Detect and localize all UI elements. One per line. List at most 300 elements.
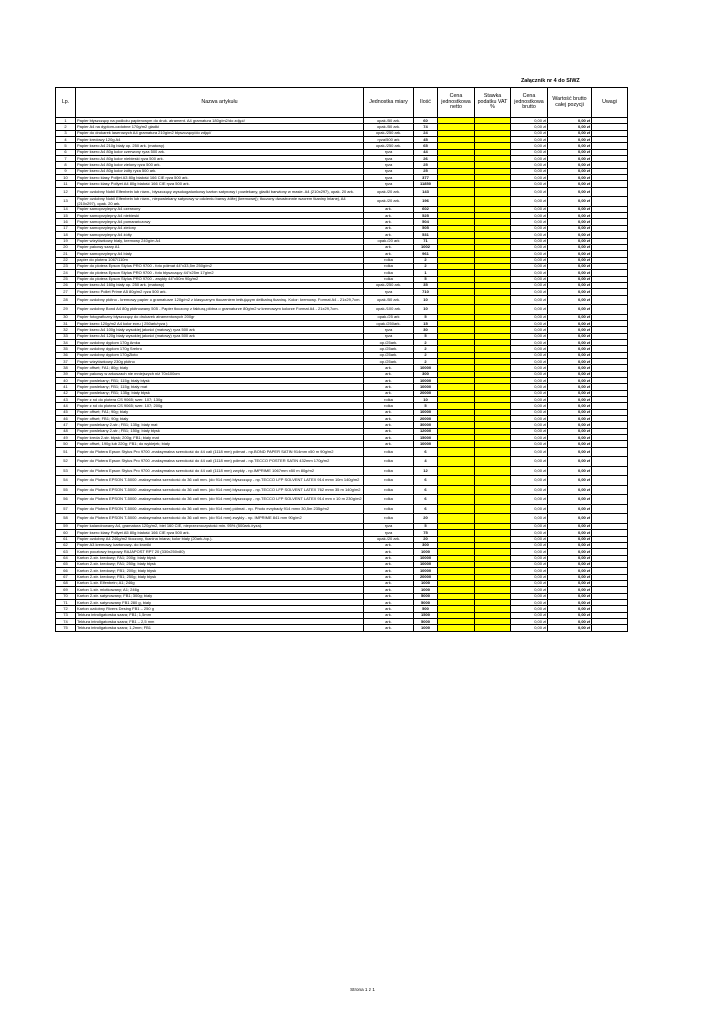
row-item-name: Papier A4 na dyplom-ozdobne 170g/m2 gładki [76,124,364,130]
row-gross-value: 0,00 zł [548,352,592,358]
row-notes [592,495,628,505]
row-quantity: 20 [414,536,438,542]
row-unit: opak./50 ark. [364,118,414,124]
row-lp: 19 [56,238,76,244]
row-net-price-input[interactable] [438,197,475,207]
row-unit: opak./20 ark. [364,536,414,542]
row-gross-value: 0,00 zł [548,530,592,536]
row-item-name: Karton 2-str. kredowy; FB1; 250g; biały błysk [76,574,364,580]
row-item-name: Papier A3 kremowy, kartonowy- do kroniki [76,542,364,548]
row-gross-price: 0,00 zł [511,244,548,250]
row-lp: 42 [56,390,76,396]
row-item-name: Papier z rol do plotera CS 9065; szer. 107; 130g [76,397,364,403]
row-gross-value: 0,00 zł [548,599,592,605]
row-item-name: Papier do Plotera Epson Stylus Pro 9700 -maksymalna szerokość do 44 cali (1118 mm) półmat - np.TECCO POSTER SATIN 432mm 170g/m2 [76,457,364,467]
row-unit: rolka [364,514,414,524]
row-gross-price: 0,00 zł [511,181,548,187]
row-quantity: 961 [414,251,438,257]
row-item-name: Papier offset, 190g lub 220g; FB1; do wyklejek; biały [76,441,364,447]
row-item-name: Papier ksero A4 120g biały wysokiej jakości (matowy) ryza 500 ark [76,333,364,339]
row-gross-price: 0,00 zł [511,289,548,295]
row-quantity: 710 [414,289,438,295]
row-gross-value: 0,00 zł [548,422,592,428]
row-unit: ark. [364,441,414,447]
row-item-name: Papier ozdobny dyplom 170gZłoto [76,352,364,358]
table-row [56,514,628,524]
row-gross-price: 0,00 zł [511,143,548,149]
row-gross-value: 0,00 zł [548,384,592,390]
row-gross-value: 0,00 zł [548,346,592,352]
row-quantity: 10000 [414,568,438,574]
row-lp: 9 [56,168,76,174]
row-lp: 59 [56,523,76,529]
row-gross-price: 0,00 zł [511,295,548,305]
row-quantity: 6 [414,447,438,457]
row-item-name: Papier powlekany 2-str.; FB1; 150g; biały błysk [76,428,364,434]
row-gross-value: 0,00 zł [548,580,592,586]
row-quantity: 10000 [414,378,438,384]
row-gross-price: 0,00 zł [511,282,548,288]
row-notes [592,476,628,486]
row-lp: 18 [56,232,76,238]
row-net-price-input[interactable] [438,447,475,457]
row-item-name: Papier samoprzylepny A4 czerwony [76,206,364,212]
row-item-name: Karton 2-str. kredowy; FB1; 200g; biały błysk [76,568,364,574]
row-quantity: 5000 [414,618,438,624]
row-gross-price: 0,00 zł [511,606,548,612]
row-gross-value: 0,00 zł [548,219,592,225]
row-lp: 27 [56,289,76,295]
row-gross-value: 0,00 zł [548,162,592,168]
row-vat-input[interactable] [475,485,511,495]
row-gross-price: 0,00 zł [511,523,548,529]
row-gross-value: 0,00 zł [548,168,592,174]
row-gross-value: 0,00 zł [548,213,592,219]
row-lp: 54 [56,476,76,486]
row-unit: ark. [364,409,414,415]
row-item-name: Papier powlekany; FB1; 115g; biały błysk [76,378,364,384]
row-unit: ark. [364,599,414,605]
row-lp: 5 [56,143,76,149]
row-quantity: 12000 [414,428,438,434]
row-unit: ark. [364,219,414,225]
row-item-name: Papier pakowy w arkuszach nie mniejszych niż 70x100cm [76,371,364,377]
row-lp: 67 [56,574,76,580]
row-lp: 29 [56,305,76,315]
row-item-name: Papier ksero Pollet Prime A5 80g/m2 ryza 500 ark. [76,289,364,295]
row-vat-input[interactable] [475,504,511,514]
row-quantity: 5 [414,276,438,282]
row-lp: 12 [56,187,76,197]
row-notes [592,625,628,631]
table-row [56,447,628,457]
row-quantity: 30000 [414,422,438,428]
row-quantity: 15 [414,320,438,326]
row-lp: 61 [56,536,76,542]
row-gross-value: 0,00 zł [548,143,592,149]
row-unit: rolka [364,276,414,282]
row-unit: ark. [364,206,414,212]
row-item-name: Papier samoprzylepny A4 pomarańczowy [76,219,364,225]
row-lp: 47 [56,422,76,428]
row-quantity: 10000 [414,441,438,447]
row-quantity: 300 [414,371,438,377]
row-net-price-input[interactable] [438,514,475,524]
row-gross-value: 0,00 zł [548,625,592,631]
row-item-name: Papier kreda 2-str. błysk; 200g; FB1; biały mat [76,435,364,441]
row-unit: opak./50 ark. [364,124,414,130]
table-row [56,295,628,305]
col-vat-header: Stawka podatku VAT % [475,88,511,118]
row-item-name: Papier pakowy szary A1 [76,244,364,250]
row-gross-price: 0,00 zł [511,124,548,130]
row-gross-price: 0,00 zł [511,162,548,168]
row-vat-input[interactable] [475,457,511,467]
row-lp: 52 [56,457,76,467]
row-item-name: Papier ozdobny A4 246g/m2 tłoczony, tkanina lniana; kolor biały (20ark./op.). [76,536,364,542]
row-quantity: 196 [414,197,438,207]
row-unit: op./25ark. [364,339,414,345]
row-lp: 15 [56,213,76,219]
row-gross-price: 0,00 zł [511,435,548,441]
row-item-name: Papier do drukarek laserowych A4 gramatura 210g/m2 błyszczący/do zdjęć/ [76,130,364,136]
row-net-price-input[interactable] [438,476,475,486]
row-unit: ark. [364,422,414,428]
row-item-name: Papier samoprzylepny A4 biały [76,251,364,257]
row-unit: ark. [364,378,414,384]
row-unit: ryza [364,327,414,333]
row-unit: opak./250 ark. [364,282,414,288]
row-quantity: 44 [414,149,438,155]
row-gross-price: 0,00 zł [511,327,548,333]
row-item-name: Papier ozdobny dyplom 170g Srebro [76,346,364,352]
row-lp: 39 [56,371,76,377]
row-gross-price: 0,00 zł [511,225,548,231]
row-gross-value: 0,00 zł [548,457,592,467]
row-unit: rolka [364,495,414,505]
row-gross-price: 0,00 zł [511,149,548,155]
row-unit: ark. [364,606,414,612]
row-lp: 2 [56,124,76,130]
row-lp: 11 [56,181,76,187]
row-unit: ark. [364,568,414,574]
col-name-header: Nazwa artykułu [76,88,364,118]
row-lp: 72 [56,606,76,612]
row-gross-value: 0,00 zł [548,359,592,365]
row-item-name: Papier ksero A4 80g kolor niebieski ryza 500 ark. [76,156,364,162]
row-quantity: 5000 [414,599,438,605]
row-gross-value: 0,00 zł [548,504,592,514]
row-lp: 32 [56,327,76,333]
row-quantity: 75 [414,530,438,536]
row-item-name: Papier błyszczący na podłożu papierowym do druk. atrament. A4 gramatura 180g/m2/do zdjęć/ [76,118,364,124]
row-gross-price: 0,00 zł [511,397,548,403]
row-lp: 58 [56,514,76,524]
row-unit: ark. [364,618,414,624]
row-gross-value: 0,00 zł [548,587,592,593]
row-quantity: 2 [414,257,438,263]
row-vat-input[interactable] [475,495,511,505]
row-gross-price: 0,00 zł [511,530,548,536]
row-gross-value: 0,00 zł [548,514,592,524]
row-lp: 45 [56,409,76,415]
row-unit: ark. [364,390,414,396]
row-net-price-input[interactable] [438,485,475,495]
row-item-name: Papier ksero klasy Polljet A3 80g białość 166 CIE ryza 500 ark. [76,175,364,181]
row-gross-value: 0,00 zł [548,371,592,377]
row-item-name: Papier ozdobny Bond A4 80g płótnowany 505 - Papier tłoczony z fakturą płótna o gramaturze 80g/m2 w kremowym kolorze Format A4 - 21x29,7cm. [76,305,364,315]
row-gross-price: 0,00 zł [511,156,548,162]
row-gross-price: 0,00 zł [511,599,548,605]
row-net-price-input[interactable] [438,504,475,514]
row-unit: ryza [364,156,414,162]
row-lp: 55 [56,485,76,495]
row-vat-input[interactable] [475,187,511,197]
row-notes [592,514,628,524]
row-lp: 16 [56,219,76,225]
row-gross-value: 0,00 zł [548,181,592,187]
row-gross-value: 0,00 zł [548,238,592,244]
row-gross-price: 0,00 zł [511,320,548,326]
row-gross-value: 0,00 zł [548,314,592,320]
row-item-name: Papier ksero A4 80g kolor żółty ryza 500 ark. [76,168,364,174]
row-item-name: Karton pocztowy brązowy RAJAPOST RP7 20 (330x250x80) [76,549,364,555]
row-quantity: 6 [414,485,438,495]
row-lp: 48 [56,428,76,434]
row-quantity: 10000 [414,561,438,567]
row-gross-value: 0,00 zł [548,124,592,130]
row-unit: opak./250 ark. [364,143,414,149]
row-gross-price: 0,00 zł [511,314,548,320]
row-item-name: Papier ksero A4 100g biały wysokiej jakości (matowy) ryza 500 ark [76,327,364,333]
row-item-name: Papier ksero A4 160g biały op. 250 ark. (matowy) [76,282,364,288]
row-lp: 28 [56,295,76,305]
row-lp: 71 [56,599,76,605]
row-unit: ark. [364,225,414,231]
row-gross-value: 0,00 zł [548,476,592,486]
row-gross-value: 0,00 zł [548,320,592,326]
table-row [56,476,628,486]
row-vat-input[interactable] [475,625,511,631]
row-unit: op./25ark. [364,352,414,358]
row-quantity: 10000 [414,384,438,390]
row-item-name: Papier ksero klasy Pollyet A4 80g białość 166 CIE ryza 500 ark. [76,181,364,187]
row-net-price-input[interactable] [438,457,475,467]
row-lp: 14 [56,206,76,212]
row-item-name: Papier samoprzylepny A4 zielony [76,225,364,231]
row-unit: rolka [364,270,414,276]
table-row [56,466,628,476]
price-table [55,87,628,632]
row-item-name: Tektura introligatorska szara; FB1 – 2,5 mm [76,618,364,624]
row-unit: ryza [364,149,414,155]
row-gross-price: 0,00 zł [511,612,548,618]
row-gross-value: 0,00 zł [548,327,592,333]
row-item-name: Karton 1-str. Elfenbein; A1; 246g [76,580,364,586]
col-qty-header: Ilość [414,88,438,118]
row-gross-price: 0,00 zł [511,495,548,505]
row-gross-value: 0,00 zł [548,435,592,441]
row-gross-value: 0,00 zł [548,441,592,447]
row-unit: opak./25 ark [364,314,414,320]
row-gross-price: 0,00 zł [511,137,548,143]
row-item-name: Papier kalandrowany A4, gramatura 120g/m2, biel 160 CIE, nieprzezroczystość min. 95% (500ark./ryza). [76,523,364,529]
row-gross-price: 0,00 zł [511,403,548,409]
row-net-price-input[interactable] [438,295,475,305]
row-quantity: 1 [414,270,438,276]
row-item-name: Papier ozdobny Nobil Elfenbein lub równ., błyszczący wysokogatunkowy karton satynowy i powlekany, gładki barwiony w masie. A4 (210x297), opak. 20 ark. [76,187,364,197]
row-gross-value: 0,00 zł [548,295,592,305]
row-quantity: 20000 [414,390,438,396]
row-item-name: Papier ksero klasy Pollyet A5 80g białość 166 CIE ryza 500 ark. [76,530,364,536]
row-unit: ark. [364,416,414,422]
row-gross-price: 0,00 zł [511,175,548,181]
row-vat-input[interactable] [475,305,511,315]
row-item-name: Papier fotograficzny błyszczący do drukarek atramentowych 200gr [76,314,364,320]
row-vat-input[interactable] [475,295,511,305]
row-net-price-input[interactable] [438,466,475,476]
row-net-price-input[interactable] [438,187,475,197]
row-unit: opak./250ark. [364,320,414,326]
row-gross-value: 0,00 zł [548,416,592,422]
row-item-name: Karton 1-str. miotkowany; A1; 246g [76,587,364,593]
row-unit: ryza [364,530,414,536]
row-lp: 41 [56,384,76,390]
row-item-name: Papier do Plotera EPSON T-5000 -maksymalna szerokość do 36 cali mm. (do 914 mm) błyszczący - np.TECCO LFP SOLVENT LATEX 914 mmx 10m 140g/m2 [76,476,364,486]
row-quantity: 5 [414,333,438,339]
row-quantity: 500 [414,606,438,612]
row-vat-input[interactable] [475,447,511,457]
row-item-name: Papier samoprzylepny A4 żółty [76,232,364,238]
row-quantity: 2 [414,339,438,345]
table-body [56,118,628,632]
row-gross-value: 0,00 zł [548,378,592,384]
table-row [56,504,628,514]
row-item-name: Papier do plotera Epson Stylus PRO 9700 - foto błyszczący 44"x25m 17g/m2 [76,270,364,276]
row-vat-input[interactable] [475,476,511,486]
row-gross-price: 0,00 zł [511,251,548,257]
row-item-name: Papier do Plotera EPSON T-5000 -maksymalna szerokość do 36 cali mm. (do 914 mm) zwykły - np. IMPRIME 841 mm 90g/m2 [76,514,364,524]
row-gross-value: 0,00 zł [548,495,592,505]
row-lp: 62 [56,542,76,548]
row-gross-value: 0,00 zł [548,428,592,434]
row-unit: rolka [364,447,414,457]
col-notes-header: Uwagi [592,88,628,118]
row-quantity: 45 [414,137,438,143]
row-gross-value: 0,00 zł [548,403,592,409]
row-lp: 44 [56,403,76,409]
row-lp: 69 [56,587,76,593]
row-gross-value: 0,00 zł [548,232,592,238]
row-item-name: Papier ksero A4 80g kolor czerwony ryza 500 ark. [76,149,364,155]
row-gross-value: 0,00 zł [548,251,592,257]
row-vat-input[interactable] [475,466,511,476]
row-item-name: Tektura introligatorska szara; FB1; 1,5mm [76,612,364,618]
row-item-name: Karton ozdobny Rivers Desing FB1 – 250 g [76,606,364,612]
row-notes [592,485,628,495]
row-quantity: 35 [414,282,438,288]
row-gross-price: 0,00 zł [511,130,548,136]
row-unit: opak./20 ark [364,238,414,244]
row-item-name: Papier ksero A4 210g biały op. 250 ark. (matowy) [76,143,364,149]
row-item-name: Karton 2-str. kredowy; FA1; 200g; biały błysk [76,555,364,561]
row-gross-price: 0,00 zł [511,219,548,225]
row-gross-value: 0,00 zł [548,523,592,529]
row-gross-value: 0,00 zł [548,130,592,136]
row-unit: op./25ark. [364,359,414,365]
row-unit: ark. [364,428,414,434]
col-unit-header: Jednostka miary [364,88,414,118]
row-vat-input[interactable] [475,514,511,524]
row-item-name: Papier z rol do plotera CS 9065; szer. 107; 200g [76,403,364,409]
row-lp: 17 [56,225,76,231]
row-quantity: 6 [414,504,438,514]
row-gross-value: 0,00 zł [548,263,592,269]
row-vat-input[interactable] [475,197,511,207]
row-gross-value: 0,00 zł [548,187,592,197]
row-gross-price: 0,00 zł [511,618,548,624]
row-gross-value: 0,00 zł [548,365,592,371]
row-lp: 7 [56,156,76,162]
row-net-price-input[interactable] [438,625,475,631]
row-item-name: Papier do Plotera Epson Stylus Pro 9700 -maksymalna szerokość do 44 cali (1118 mm) półmat - np.BOND PAPER SATIN 914mm x50 m 90g/m2 [76,447,364,457]
row-lp: 20 [56,244,76,250]
row-quantity: 525 [414,213,438,219]
row-lp: 30 [56,314,76,320]
row-gross-price: 0,00 zł [511,346,548,352]
row-gross-price: 0,00 zł [511,555,548,561]
row-gross-value: 0,00 zł [548,333,592,339]
row-gross-price: 0,00 zł [511,213,548,219]
row-unit: ark. [364,435,414,441]
row-gross-price: 0,00 zł [511,187,548,197]
row-gross-value: 0,00 zł [548,536,592,542]
row-gross-price: 0,00 zł [511,504,548,514]
row-quantity: 10000 [414,365,438,371]
row-unit: ark. [364,561,414,567]
row-item-name: Tektura introligatorska szara; 1,2mm; FB1 [76,625,364,631]
row-lp: 56 [56,495,76,505]
row-item-name: Papier do Plotera EPSON T-5000 -maksymalna szerokość do 36 cali mm. (do 914 mm) błyszczący - np.TECCO LFP SOLVENT LATEX 762 mmx 35 m 140g/m2 [76,485,364,495]
row-quantity: 2 [414,359,438,365]
row-item-name: Papier ksero A4 80g kolor zielony ryza 500 ark. [76,162,364,168]
row-unit: ryza [364,289,414,295]
row-unit: opak./20 ark. [364,197,414,207]
row-lp: 8 [56,162,76,168]
row-item-name: Papier ozdobny dyplom 170g Amka [76,339,364,345]
row-lp: 38 [56,365,76,371]
row-quantity: 10 [414,397,438,403]
row-net-price-input[interactable] [438,305,475,315]
row-lp: 51 [56,447,76,457]
row-gross-value: 0,00 zł [548,156,592,162]
row-item-name: Papier ozdobny Nobil Elfenbein lub równ., niepowlekany satynowy w odcieniu barwy żółtej (kremowej); tłoczony dwustronnie wzorem tkaniny lnianej, A4 (210x297), opak. 20 ark. [76,197,364,207]
row-gross-value: 0,00 zł [548,175,592,181]
row-quantity: 10000 [414,555,438,561]
row-item-name: Papier powlekany; FB1; 115g; biały mat [76,384,364,390]
row-quantity: 531 [414,232,438,238]
row-gross-value: 0,00 zł [548,593,592,599]
table-row [56,495,628,505]
row-lp: 46 [56,416,76,422]
row-lp: 36 [56,352,76,358]
row-quantity: 24 [414,130,438,136]
row-net-price-input[interactable] [438,495,475,505]
row-unit: ark. [364,542,414,548]
row-gross-value: 0,00 zł [548,606,592,612]
row-gross-value: 0,00 zł [548,549,592,555]
row-gross-value: 0,00 zł [548,447,592,457]
